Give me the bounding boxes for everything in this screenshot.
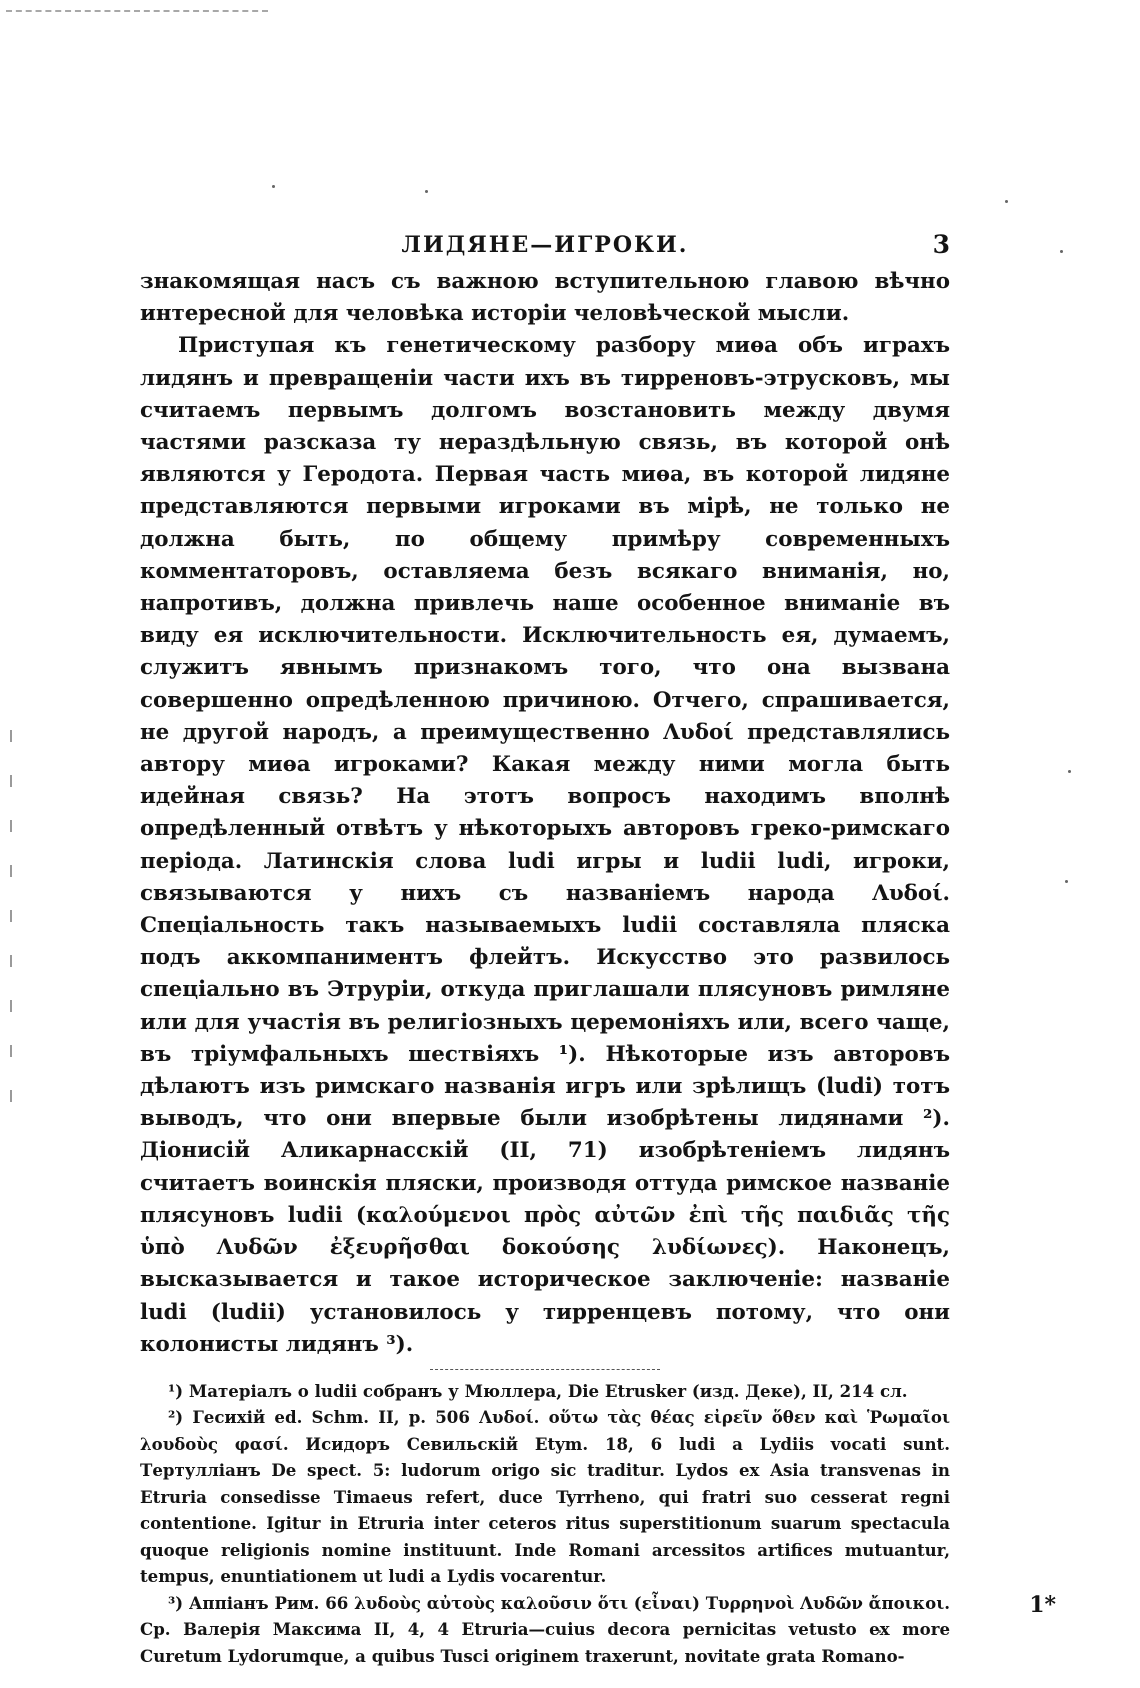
scan-speck [272,185,275,188]
footnote [140,1590,950,1670]
footnote-separator [430,1369,660,1370]
footnotes [140,1378,950,1670]
footnote-mark: ¹) [168,1380,184,1401]
scan-margin-marks [10,730,16,1135]
footnote [140,1378,950,1405]
paragraph: Приступая къ генетическому разбору миѳа объ играхъ лидянъ и превращеніи части ихъ въ тирреновъ-этрусковъ, мы считаемъ первымъ долгомъ возстановить между двумя частями разсказа ту нераздѣльную связь, въ которой онѣ являются у Геродота. Первая часть миѳа, въ которой лидяне представляются первыми игроками въ мірѣ, не только не должна быть, по общему примѣру современныхъ комментаторовъ, оставляема безъ всякаго вниманія, но, напротивъ, должна привлечь наше особенное вниманіе въ виду ея исключительности. Исключительность ея, думаемъ, служитъ явнымъ признакомъ того, что она вызвана совершенно опредѣленною причиною. Отчего, спрашивается, не другой народъ, а преимущественно Λυδοί представлялись автору миѳа игроками? Какая между ними могла быть идейная связь? На этотъ вопросъ находимъ вполнѣ опредѣленный отвѣтъ у нѣкоторыхъ авторовъ греко-римскаго періода. Латинскія слова ludi игры и ludii ludi, игроки, связываются у нихъ съ названіемъ народа Λυδοί. Спеціальность такъ называемыхъ ludii составляла пляска подъ аккомпаниментъ флейтъ. Искусство это развилось спеціально въ Этруріи, откуда приглашали плясуновъ римляне или для участія въ религіозныхъ церемоніяхъ или, всего чаще, въ тріумфальныхъ шествіяхъ ¹). Нѣкоторые изъ авторовъ дѣлаютъ изъ римскаго названія игръ или зрѣлищъ (ludi) тотъ выводъ, что они впервые были изобрѣтены лидянами ²). Діонисій Аликарнасскій (II, 71) изобрѣтеніемъ лидянъ считаетъ воинскія пляски, производя оттуда римское названіе плясуновъ ludii (καλούμενοι πρὸς αὐτῶν ἐπὶ τῆς παιδιᾶς τῆς ὑπὸ Λυδῶν ἐξευρῆσθαι δοκούσης λυδίωνες). Наконецъ, высказывается и такое историческое заключеніе: названіе ludi (ludii) установилось у тирренцевъ потому, что они колонисты лидянъ ³). [140,333,950,1357]
footnote-mark: ³) [168,1592,184,1613]
scan-speck [1068,770,1071,773]
page-number: 3 [932,230,950,259]
scan-speck [425,190,428,193]
body-text [140,266,950,1361]
footnote-text: Аппіанъ Рим. 66 λυδοὺς αὐτοὺς καλοῦσιν ὅτι (εἶναι) Τυρρηνοὶ Λυδῶν ἄποικοι. Ср. Валерія Максима II, 4, 4 Etruria—cuius decora pernicitas vetusto ex more Curetum Lydorumque, a quibus Tusci originem traxerunt, novitate grata Romano- [140,1592,950,1666]
running-head: ЛИДЯНЕ—ИГРОКИ. [401,232,689,258]
page-content [140,232,950,1669]
paragraph: знакомящая насъ съ важною вступительною главою вѣчно интересной для человѣка исторіи человѣческой мысли. [140,269,950,327]
scan-speck [1005,200,1008,203]
scan-edge-dash [6,10,268,12]
footnote-text: Матеріалъ о ludii собранъ у Мюллера, Die Etrusker (изд. Деке), II, 214 сл. [188,1380,908,1401]
scan-speck [1065,880,1068,883]
footnote-mark: ²) [168,1407,184,1428]
page-header [140,232,950,266]
scan-speck [1060,250,1063,253]
signature-mark: 1* [1029,1592,1056,1618]
footnote-text: Гесихій ed. Schm. II, p. 506 Λυδοί. οὕτω τὰς θέας εἰρεῖν ὅθεν καὶ Ῥωμαῖοι λουδοὺς φασί. Исидоръ Севильскій Etym. 18, 6 ludi a Lydiis vocati sunt. Тертулліанъ De spect. 5: ludorum origo sic traditur. Lydos ex Asia transvenas in Etruria consedisse Timaeus refert, duce Tyrrheno, qui fratri suo cesserat regni contentione. Igitur in Etruria inter ceteros ritus superstitionum suarum spectacula quoque religionis nomine instituunt. Inde Romani arcessitos artifices mutuantur, tempus, enuntiationem ut ludi a Lydis vocarentur. [140,1407,950,1587]
footnote [140,1404,950,1590]
